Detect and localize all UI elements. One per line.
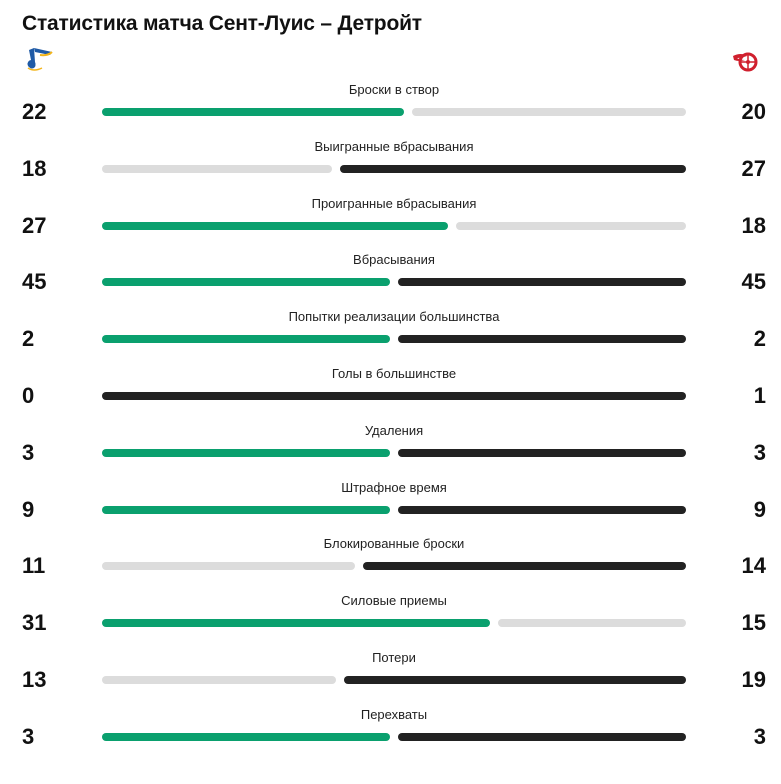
stat-label: Броски в створ: [348, 82, 440, 97]
stat-bar: [102, 335, 686, 343]
away-value: 19: [741, 667, 766, 692]
away-bar: [102, 392, 686, 400]
home-value: 3: [22, 723, 35, 749]
stat-label: Потери: [372, 650, 416, 665]
home-value: 22: [22, 99, 47, 124]
home-bar: [102, 562, 355, 570]
away-bar: [398, 449, 686, 457]
away-bar: [398, 733, 686, 741]
home-value: 11: [22, 553, 46, 579]
home-value: 2: [22, 326, 35, 352]
stat-label: Проигранные вбрасывания: [311, 195, 477, 211]
stat-bar: [102, 108, 686, 116]
home-value: 18: [22, 155, 47, 181]
stat-row: [0, 650, 781, 707]
home-value: 0: [22, 383, 35, 408]
page-title: Статистика матча Сент-Луис – Детройт: [22, 12, 422, 35]
stat-row: [0, 423, 781, 480]
home-bar: [102, 222, 448, 230]
away-value: 14: [741, 553, 766, 579]
home-bar: [102, 449, 390, 457]
stat-label: Удаления: [364, 422, 424, 438]
home-bar: [102, 619, 490, 627]
away-bar: [344, 676, 686, 684]
away-value: 18: [741, 212, 766, 238]
home-bar: [102, 506, 390, 514]
away-value: 3: [753, 439, 766, 465]
home-value: 3: [22, 439, 35, 465]
stat-label: Штрафное время: [341, 479, 447, 495]
home-bar: [102, 165, 332, 173]
stat-bar: [102, 392, 686, 400]
away-value: 1: [753, 383, 766, 408]
away-bar: [456, 222, 686, 230]
stat-label: Выигранные вбрасывания: [314, 138, 474, 154]
stat-row: [0, 480, 781, 537]
stat-label: Голы в большинстве: [331, 366, 457, 381]
stat-row: [0, 536, 781, 593]
stat-bar: [102, 449, 686, 457]
stat-bar: [102, 222, 686, 230]
away-bar: [398, 506, 686, 514]
away-bar: [398, 278, 686, 286]
stat-bar: [102, 562, 686, 570]
home-bar: [102, 335, 390, 343]
stat-bar: [102, 506, 686, 514]
stat-row: [0, 366, 781, 423]
home-value: 9: [22, 496, 35, 522]
home-value: 27: [22, 212, 47, 238]
stat-bar: [102, 733, 686, 741]
stat-label: Вбрасывания: [353, 252, 435, 268]
stat-label: Попытки реализации большинства: [288, 309, 500, 325]
away-bar: [363, 562, 686, 570]
away-bar: [398, 335, 686, 343]
stat-row: [0, 139, 781, 196]
stat-label: Силовые приемы: [341, 593, 447, 609]
stat-row: [0, 82, 781, 139]
away-bar: [340, 165, 686, 173]
stat-bar: [102, 619, 686, 627]
home-bar: [102, 733, 390, 741]
away-value: 3: [753, 723, 766, 749]
away-value: 15: [741, 610, 766, 636]
home-bar: [102, 108, 404, 116]
away-bar: [498, 619, 686, 627]
home-value: 45: [22, 269, 47, 295]
stat-row: [0, 252, 781, 309]
stat-bar: [102, 165, 686, 173]
home-value: 31: [22, 610, 47, 636]
away-value: 2: [753, 326, 766, 352]
stat-row: [0, 707, 781, 764]
home-bar: [102, 278, 390, 286]
stat-row: [0, 593, 781, 650]
stat-label: Перехваты: [360, 706, 428, 722]
away-value: 45: [741, 269, 766, 295]
stat-bar: [102, 278, 686, 286]
away-bar: [412, 108, 686, 116]
home-value: 13: [22, 667, 47, 692]
stat-row: [0, 196, 781, 253]
home-bar: [102, 676, 336, 684]
stat-row: [0, 309, 781, 366]
stat-label: Блокированные броски: [323, 536, 465, 552]
stat-bar: [102, 676, 686, 684]
away-value: 20: [741, 99, 766, 124]
away-value: 27: [741, 155, 766, 181]
away-value: 9: [753, 496, 766, 522]
